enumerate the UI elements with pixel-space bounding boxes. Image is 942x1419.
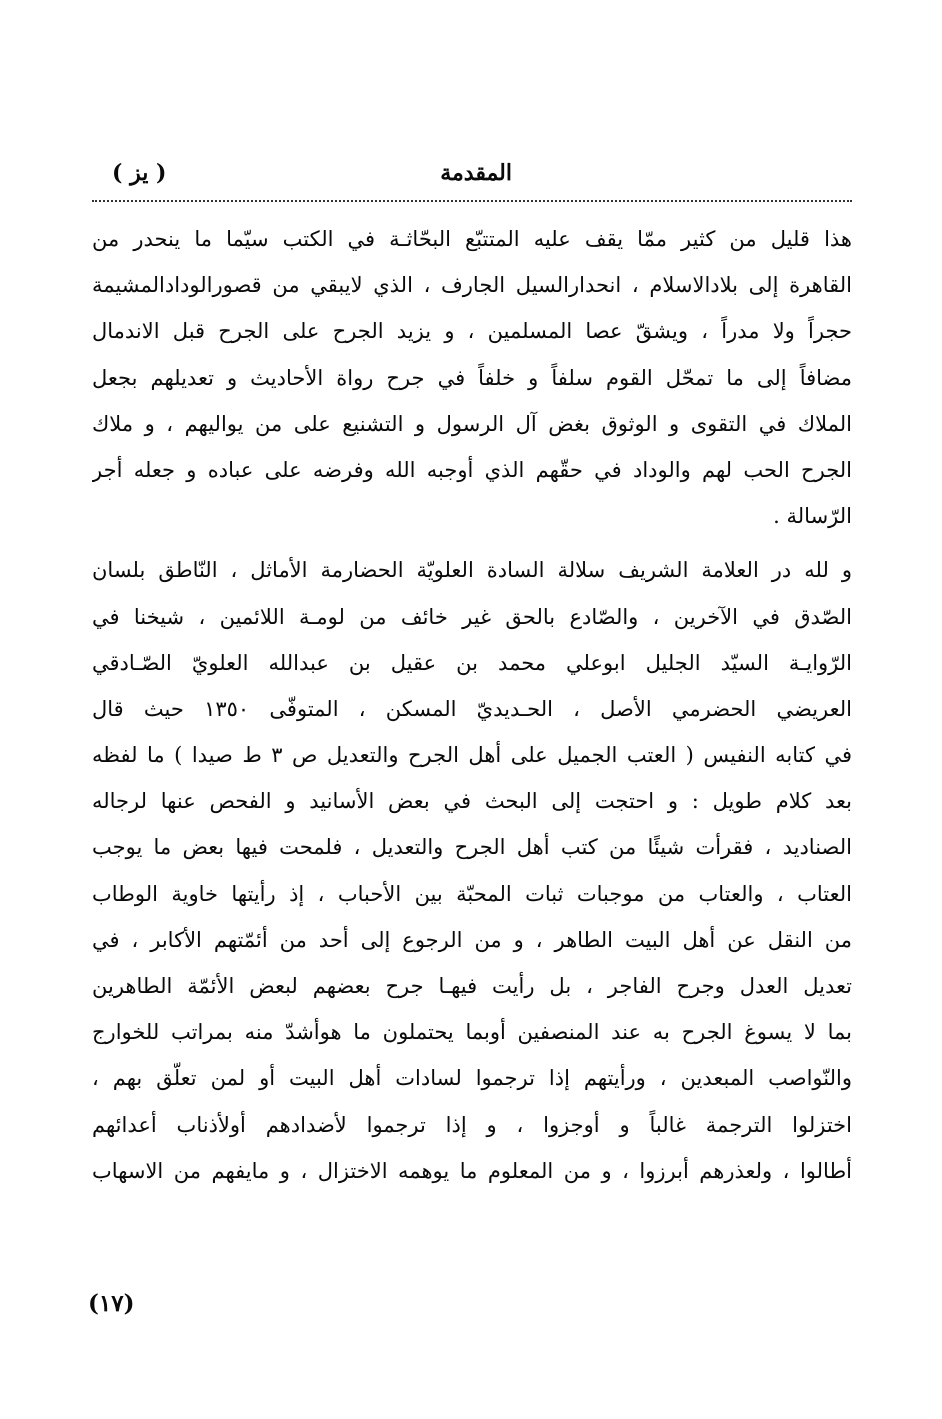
text-line: الرّسالة . [773, 504, 852, 529]
running-header [92, 160, 852, 194]
text-line: من النقل عن أهل البيت الطاهر ، و من الرجوع إلى أحد من أئمّتهم الأكابر ، في [92, 927, 852, 952]
text-line: في كتابه النفيس ( العتب الجميل على أهل الجرح والتعديل ص ٣ ط صيدا ) ما لفظه [92, 743, 852, 768]
text-line: العتاب ، والعتاب من موجبات ثبات المحبّة بين الأحباب ، إذ رأيتها خاوية الوطاب [92, 881, 852, 906]
paragraph-2 [92, 547, 852, 1194]
text-line: بما لا يسوغ الجرح به عند المنصفين أوبما يحتملون ما هوأشدّ منه بمراتب للخوارج [92, 1020, 852, 1045]
text-line: الصّدق في الآخرين ، والصّادع بالحق غير خائف من لومـة اللائمين ، شيخنا في [92, 604, 852, 629]
paragraph-1 [92, 216, 852, 539]
text-line: تعديل العدل وجرح الفاجر ، بل رأيت فيهـا جرح بعضهم لبعض الأئمّة الطاهرين [92, 974, 852, 998]
header-page-label: ( يز ) [112, 160, 167, 186]
text-line: العريضي الحضرمي الأصل ، الحـديديّ المسكن ، المتوفّى ١٣٥٠ حيث قال [92, 696, 852, 721]
text-line: الجرح الحب لهم والوداد في حقّهم الذي أوجبه الله وفرضه على عباده و جعله أجر [92, 457, 852, 482]
text-line: الملاك في التقوى و الوثوق بغض آل الرسول و التشنيع على من يواليهم ، و ملاك [92, 411, 852, 436]
page-number: (١٧) [88, 1290, 135, 1317]
body-text [92, 216, 852, 1194]
text-line: و لله در العلامة الشريف سلالة السادة العلويّة الحضارمة الأماثل ، النّاطق بلسان [92, 558, 852, 583]
text-line: أطالوا ، ولعذرهم أبرزوا ، و من المعلوم ما يوهمه الاختزال ، و مايفهم من الاسهاب [92, 1158, 852, 1183]
text-line: الرّوايـة السيّد الجليل ابوعلي محمد بن عقيل بن عبدالله العلويّ الصّـادقي [92, 650, 852, 675]
header-divider [92, 200, 852, 202]
text-line: اختزلوا الترجمة غالباً و أوجزوا ، و إذا ترجموا لأضدادهم أولأذناب أعدائهم [92, 1112, 852, 1137]
text-line: حجراً ولا مدراً ، ويشقّ عصا المسلمين ، و يزيد الجرح على الجرح قبل الاندمال [92, 319, 852, 344]
paragraph-gap [92, 539, 852, 547]
header-title: المقدمة [440, 160, 512, 186]
text-line: والنّواصب المبعدين ، ورأيتهم إذا ترجموا لسادات أهل البيت أو لمن تعلّق بهم ، [92, 1066, 852, 1091]
text-line: مضافاً إلى ما تمحّل القوم سلفاً و خلفاً في جرح رواة الأحاديث و تعديلهم بجعل [92, 365, 852, 390]
text-line: الصناديد ، فقرأت شيئًا من كتب أهل الجرح والتعديل ، فلمحت فيها بعض ما يوجب [92, 835, 852, 860]
text-line: بعد كلام طويل : و احتجت إلى البحث في بعض الأسانيد و الفحص عنها لرجاله [92, 789, 852, 814]
text-line: القاهرة إلى بلادالاسلام ، انحدارالسيل الجارف ، الذي لايبقي من قصورالودادالمشيمة [92, 273, 852, 298]
text-line: هذا قليل من كثير ممّا يقف عليه المتتبّع البحّاثـة في الكتب سيّما ما ينحدر من [92, 227, 852, 251]
